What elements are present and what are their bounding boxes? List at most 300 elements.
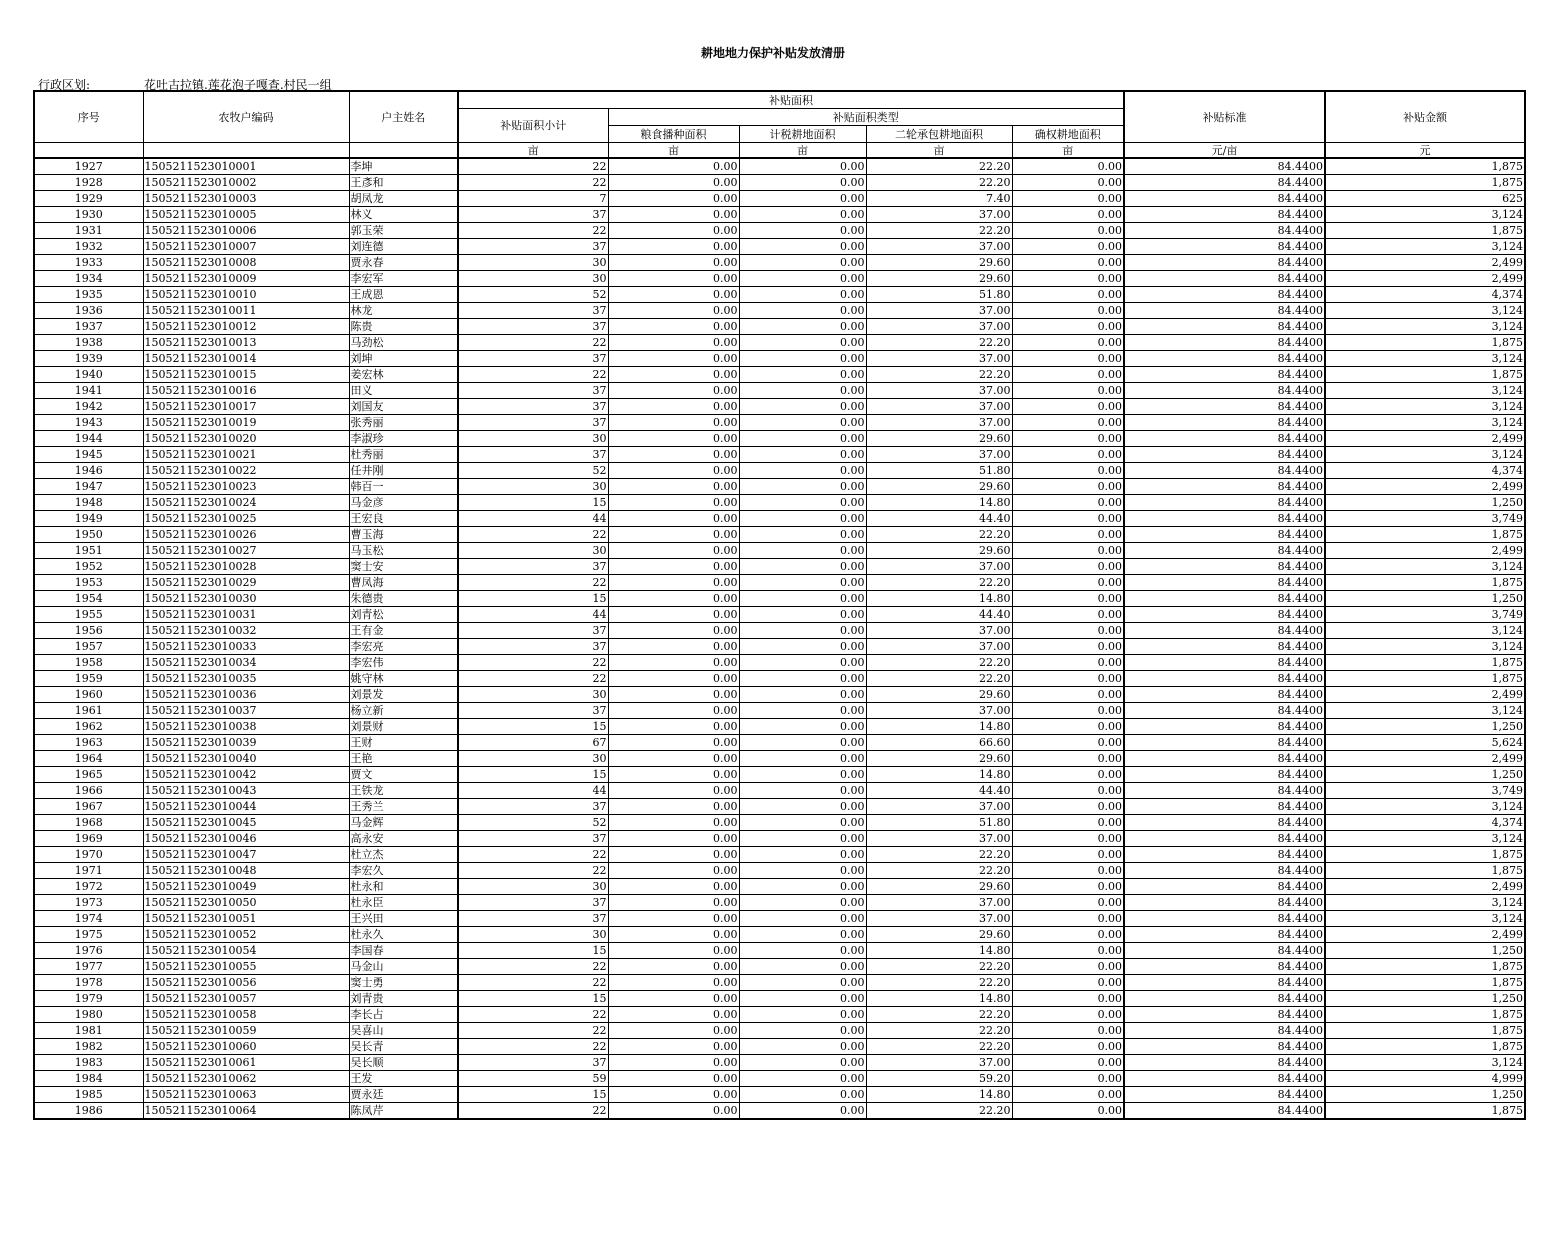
cell-taxed: 0.00 [739, 767, 866, 783]
cell-confirmed: 0.00 [1012, 207, 1124, 223]
cell-seq: 1966 [34, 783, 143, 799]
cell-code: 1505211523010048 [143, 863, 349, 879]
cell-confirmed: 0.00 [1012, 895, 1124, 911]
cell-grain: 0.00 [608, 1071, 739, 1087]
cell-code: 1505211523010031 [143, 607, 349, 623]
cell-standard: 84.4400 [1124, 415, 1325, 431]
cell-subtotal: 22 [458, 527, 608, 543]
page-title: 耕地地力保护补贴发放清册 [700, 46, 845, 60]
cell-contract: 37.00 [866, 559, 1012, 575]
cell-contract: 29.60 [866, 431, 1012, 447]
cell-standard: 84.4400 [1124, 927, 1325, 943]
cell-taxed: 0.00 [739, 319, 866, 335]
cell-taxed: 0.00 [739, 879, 866, 895]
cell-code: 1505211523010055 [143, 959, 349, 975]
cell-grain: 0.00 [608, 495, 739, 511]
cell-standard: 84.4400 [1124, 735, 1325, 751]
cell-grain: 0.00 [608, 815, 739, 831]
cell-seq: 1950 [34, 527, 143, 543]
cell-standard: 84.4400 [1124, 655, 1325, 671]
cell-confirmed: 0.00 [1012, 223, 1124, 239]
cell-standard: 84.4400 [1124, 447, 1325, 463]
cell-confirmed: 0.00 [1012, 415, 1124, 431]
cell-contract: 37.00 [866, 383, 1012, 399]
cell-code: 1505211523010019 [143, 415, 349, 431]
cell-seq: 1977 [34, 959, 143, 975]
table-row [34, 895, 1525, 911]
cell-amount: 1,875 [1325, 1007, 1525, 1023]
cell-confirmed: 0.00 [1012, 1039, 1124, 1055]
cell-code: 1505211523010046 [143, 831, 349, 847]
cell-name: 杜永久 [349, 927, 458, 943]
cell-standard: 84.4400 [1124, 911, 1325, 927]
cell-confirmed: 0.00 [1012, 431, 1124, 447]
cell-contract: 37.00 [866, 895, 1012, 911]
cell-name: 曹凤海 [349, 575, 458, 591]
cell-grain: 0.00 [608, 655, 739, 671]
cell-seq: 1959 [34, 671, 143, 687]
unit-taxed: 亩 [739, 143, 866, 159]
cell-confirmed: 0.00 [1012, 495, 1124, 511]
cell-name: 刘景财 [349, 719, 458, 735]
cell-code: 1505211523010017 [143, 399, 349, 415]
cell-amount: 3,124 [1325, 207, 1525, 223]
cell-code: 1505211523010029 [143, 575, 349, 591]
cell-grain: 0.00 [608, 287, 739, 303]
cell-standard: 84.4400 [1124, 831, 1325, 847]
cell-grain: 0.00 [608, 895, 739, 911]
cell-amount: 1,875 [1325, 1103, 1525, 1120]
cell-confirmed: 0.00 [1012, 287, 1124, 303]
cell-confirmed: 0.00 [1012, 751, 1124, 767]
cell-code: 1505211523010028 [143, 559, 349, 575]
cell-grain: 0.00 [608, 671, 739, 687]
cell-seq: 1975 [34, 927, 143, 943]
cell-confirmed: 0.00 [1012, 399, 1124, 415]
table-row [34, 735, 1525, 751]
cell-taxed: 0.00 [739, 927, 866, 943]
cell-standard: 84.4400 [1124, 1055, 1325, 1071]
cell-standard: 84.4400 [1124, 383, 1325, 399]
region-value: 花吐古拉镇.莲花泡子嘎查.村民一组 [144, 78, 332, 92]
header-type-group: 补贴面积类型 [608, 109, 1124, 126]
cell-code: 1505211523010025 [143, 511, 349, 527]
cell-code: 1505211523010045 [143, 815, 349, 831]
cell-grain: 0.00 [608, 847, 739, 863]
cell-seq: 1960 [34, 687, 143, 703]
cell-amount: 1,875 [1325, 335, 1525, 351]
cell-seq: 1967 [34, 799, 143, 815]
cell-code: 1505211523010020 [143, 431, 349, 447]
cell-name: 杜永臣 [349, 895, 458, 911]
cell-amount: 3,124 [1325, 911, 1525, 927]
cell-contract: 37.00 [866, 303, 1012, 319]
cell-subtotal: 15 [458, 991, 608, 1007]
cell-code: 1505211523010043 [143, 783, 349, 799]
cell-seq: 1973 [34, 895, 143, 911]
cell-grain: 0.00 [608, 255, 739, 271]
cell-code: 1505211523010038 [143, 719, 349, 735]
cell-grain: 0.00 [608, 1087, 739, 1103]
cell-contract: 22.20 [866, 175, 1012, 191]
cell-amount: 1,875 [1325, 655, 1525, 671]
unit-standard: 元/亩 [1124, 143, 1325, 159]
cell-code: 1505211523010003 [143, 191, 349, 207]
cell-confirmed: 0.00 [1012, 671, 1124, 687]
cell-contract: 37.00 [866, 831, 1012, 847]
cell-taxed: 0.00 [739, 687, 866, 703]
cell-confirmed: 0.00 [1012, 1023, 1124, 1039]
cell-taxed: 0.00 [739, 367, 866, 383]
cell-contract: 22.20 [866, 335, 1012, 351]
table-row [34, 527, 1525, 543]
cell-subtotal: 22 [458, 655, 608, 671]
table-row [34, 1087, 1525, 1103]
cell-seq: 1976 [34, 943, 143, 959]
cell-name: 贾永春 [349, 255, 458, 271]
cell-name: 马玉松 [349, 543, 458, 559]
cell-confirmed: 0.00 [1012, 703, 1124, 719]
cell-code: 1505211523010036 [143, 687, 349, 703]
cell-contract: 22.20 [866, 847, 1012, 863]
cell-amount: 1,875 [1325, 847, 1525, 863]
cell-standard: 84.4400 [1124, 671, 1325, 687]
cell-subtotal: 22 [458, 671, 608, 687]
cell-contract: 29.60 [866, 751, 1012, 767]
cell-taxed: 0.00 [739, 527, 866, 543]
cell-confirmed: 0.00 [1012, 991, 1124, 1007]
cell-taxed: 0.00 [739, 431, 866, 447]
cell-code: 1505211523010002 [143, 175, 349, 191]
cell-amount: 1,875 [1325, 175, 1525, 191]
table-row [34, 623, 1525, 639]
cell-confirmed: 0.00 [1012, 1103, 1124, 1120]
cell-confirmed: 0.00 [1012, 575, 1124, 591]
cell-grain: 0.00 [608, 335, 739, 351]
cell-code: 1505211523010021 [143, 447, 349, 463]
cell-name: 李坤 [349, 158, 458, 175]
table-row [34, 943, 1525, 959]
cell-grain: 0.00 [608, 447, 739, 463]
cell-name: 高永安 [349, 831, 458, 847]
unit-amount: 元 [1325, 143, 1525, 159]
cell-seq: 1965 [34, 767, 143, 783]
cell-subtotal: 7 [458, 191, 608, 207]
cell-contract: 14.80 [866, 591, 1012, 607]
cell-grain: 0.00 [608, 703, 739, 719]
header-confirmed: 确权耕地面积 [1012, 126, 1124, 143]
cell-amount: 5,624 [1325, 735, 1525, 751]
cell-amount: 3,124 [1325, 639, 1525, 655]
cell-amount: 1,875 [1325, 527, 1525, 543]
table-row [34, 255, 1525, 271]
cell-contract: 29.60 [866, 271, 1012, 287]
cell-subtotal: 37 [458, 415, 608, 431]
cell-taxed: 0.00 [739, 671, 866, 687]
cell-code: 1505211523010044 [143, 799, 349, 815]
cell-name: 姜宏林 [349, 367, 458, 383]
cell-contract: 29.60 [866, 927, 1012, 943]
cell-taxed: 0.00 [739, 1007, 866, 1023]
table-row [34, 239, 1525, 255]
cell-name: 吴喜山 [349, 1023, 458, 1039]
cell-amount: 3,124 [1325, 831, 1525, 847]
cell-confirmed: 0.00 [1012, 783, 1124, 799]
cell-confirmed: 0.00 [1012, 383, 1124, 399]
cell-subtotal: 22 [458, 575, 608, 591]
cell-code: 150521152301000​1 [143, 158, 349, 175]
cell-taxed: 0.00 [739, 575, 866, 591]
cell-code: 1505211523010026 [143, 527, 349, 543]
cell-code: 1505211523010057 [143, 991, 349, 1007]
cell-seq: 1930 [34, 207, 143, 223]
cell-subtotal: 30 [458, 255, 608, 271]
cell-code: 1505211523010027 [143, 543, 349, 559]
cell-amount: 3,124 [1325, 559, 1525, 575]
cell-taxed: 0.00 [739, 1071, 866, 1087]
cell-standard: 84.4400 [1124, 591, 1325, 607]
table-row [34, 991, 1525, 1007]
cell-confirmed: 0.00 [1012, 815, 1124, 831]
cell-taxed: 0.00 [739, 335, 866, 351]
table-row [34, 511, 1525, 527]
cell-seq: 1956 [34, 623, 143, 639]
cell-grain: 0.00 [608, 943, 739, 959]
cell-confirmed: 0.00 [1012, 255, 1124, 271]
table-row [34, 335, 1525, 351]
cell-standard: 84.4400 [1124, 1039, 1325, 1055]
cell-seq: 1953 [34, 575, 143, 591]
header-standard: 补贴标准 [1124, 91, 1325, 143]
cell-seq: 1947 [34, 479, 143, 495]
cell-amount: 1,875 [1325, 863, 1525, 879]
cell-taxed: 0.00 [739, 543, 866, 559]
cell-contract: 29.60 [866, 543, 1012, 559]
cell-amount: 3,124 [1325, 1055, 1525, 1071]
cell-standard: 84.4400 [1124, 255, 1325, 271]
cell-confirmed: 0.00 [1012, 911, 1124, 927]
cell-name: 杜永和 [349, 879, 458, 895]
cell-taxed: 0.00 [739, 959, 866, 975]
cell-seq: 1936 [34, 303, 143, 319]
cell-contract: 14.80 [866, 767, 1012, 783]
cell-seq: 1940 [34, 367, 143, 383]
cell-confirmed: 0.00 [1012, 927, 1124, 943]
cell-code: 1505211523010034 [143, 655, 349, 671]
cell-taxed: 0.00 [739, 1039, 866, 1055]
cell-confirmed: 0.00 [1012, 367, 1124, 383]
cell-grain: 0.00 [608, 863, 739, 879]
cell-amount: 3,749 [1325, 511, 1525, 527]
cell-taxed: 0.00 [739, 399, 866, 415]
cell-grain: 0.00 [608, 575, 739, 591]
cell-taxed: 0.00 [739, 703, 866, 719]
cell-contract: 22.20 [866, 671, 1012, 687]
cell-amount: 1,875 [1325, 975, 1525, 991]
cell-taxed: 0.00 [739, 351, 866, 367]
cell-name: 马金辉 [349, 815, 458, 831]
cell-grain: 0.00 [608, 543, 739, 559]
cell-taxed: 0.00 [739, 191, 866, 207]
cell-amount: 625 [1325, 191, 1525, 207]
cell-subtotal: 30 [458, 927, 608, 943]
cell-grain: 0.00 [608, 559, 739, 575]
cell-confirmed: 0.00 [1012, 879, 1124, 895]
cell-seq: 1957 [34, 639, 143, 655]
cell-amount: 1,250 [1325, 767, 1525, 783]
cell-contract: 22.20 [866, 158, 1012, 175]
cell-code: 1505211523010062 [143, 1071, 349, 1087]
cell-confirmed: 0.00 [1012, 735, 1124, 751]
cell-grain: 0.00 [608, 207, 739, 223]
cell-standard: 84.4400 [1124, 719, 1325, 735]
cell-confirmed: 0.00 [1012, 1087, 1124, 1103]
cell-standard: 84.4400 [1124, 783, 1325, 799]
cell-code: 1505211523010049 [143, 879, 349, 895]
cell-taxed: 0.00 [739, 799, 866, 815]
cell-grain: 0.00 [608, 623, 739, 639]
cell-standard: 84.4400 [1124, 1071, 1325, 1087]
cell-grain: 0.00 [608, 191, 739, 207]
cell-name: 朱德贵 [349, 591, 458, 607]
cell-name: 杜立杰 [349, 847, 458, 863]
unit-seq [34, 143, 143, 159]
cell-contract: 14.80 [866, 1087, 1012, 1103]
cell-subtotal: 22 [458, 1023, 608, 1039]
table-row [34, 799, 1525, 815]
cell-taxed: 0.00 [739, 447, 866, 463]
cell-taxed: 0.00 [739, 607, 866, 623]
cell-standard: 84.4400 [1124, 335, 1325, 351]
cell-taxed: 0.00 [739, 463, 866, 479]
cell-subtotal: 22 [458, 1039, 608, 1055]
cell-confirmed: 0.00 [1012, 687, 1124, 703]
cell-standard: 84.4400 [1124, 751, 1325, 767]
cell-grain: 0.00 [608, 767, 739, 783]
cell-confirmed: 0.00 [1012, 271, 1124, 287]
cell-code: 1505211523010056 [143, 975, 349, 991]
region-label: 行政区划: [38, 78, 91, 92]
cell-subtotal: 15 [458, 767, 608, 783]
cell-taxed: 0.00 [739, 223, 866, 239]
cell-grain: 0.00 [608, 911, 739, 927]
cell-seq: 1929 [34, 191, 143, 207]
table-row [34, 879, 1525, 895]
cell-confirmed: 0.00 [1012, 335, 1124, 351]
cell-code: 1505211523010060 [143, 1039, 349, 1055]
cell-standard: 84.4400 [1124, 1087, 1325, 1103]
table-row [34, 607, 1525, 623]
table-row [34, 367, 1525, 383]
cell-taxed: 0.00 [739, 1087, 866, 1103]
cell-grain: 0.00 [608, 303, 739, 319]
cell-name: 王成恩 [349, 287, 458, 303]
cell-amount: 1,250 [1325, 943, 1525, 959]
cell-grain: 0.00 [608, 831, 739, 847]
cell-amount: 3,124 [1325, 383, 1525, 399]
cell-standard: 84.4400 [1124, 479, 1325, 495]
cell-standard: 84.4400 [1124, 303, 1325, 319]
cell-confirmed: 0.00 [1012, 863, 1124, 879]
cell-name: 吴长顺 [349, 1055, 458, 1071]
cell-name: 韩百一 [349, 479, 458, 495]
table-row [34, 351, 1525, 367]
cell-seq: 1931 [34, 223, 143, 239]
cell-amount: 1,875 [1325, 575, 1525, 591]
cell-subtotal: 44 [458, 607, 608, 623]
cell-contract: 22.20 [866, 1023, 1012, 1039]
cell-code: 1505211523010035 [143, 671, 349, 687]
cell-name: 刘坤 [349, 351, 458, 367]
table-row [34, 655, 1525, 671]
cell-taxed: 0.00 [739, 655, 866, 671]
cell-contract: 37.00 [866, 911, 1012, 927]
cell-seq: 1979 [34, 991, 143, 1007]
cell-subtotal: 37 [458, 895, 608, 911]
table-row [34, 1007, 1525, 1023]
cell-confirmed: 0.00 [1012, 607, 1124, 623]
cell-amount: 1,250 [1325, 991, 1525, 1007]
cell-amount: 1,875 [1325, 223, 1525, 239]
cell-taxed: 0.00 [739, 831, 866, 847]
cell-seq: 1986 [34, 1103, 143, 1120]
cell-taxed: 0.00 [739, 255, 866, 271]
cell-confirmed: 0.00 [1012, 303, 1124, 319]
cell-amount: 3,124 [1325, 895, 1525, 911]
cell-subtotal: 22 [458, 367, 608, 383]
cell-contract: 22.20 [866, 1007, 1012, 1023]
cell-subtotal: 15 [458, 719, 608, 735]
cell-seq: 1963 [34, 735, 143, 751]
cell-taxed: 0.00 [739, 303, 866, 319]
cell-code: 1505211523010054 [143, 943, 349, 959]
cell-seq: 1958 [34, 655, 143, 671]
cell-amount: 2,499 [1325, 255, 1525, 271]
cell-code: 1505211523010010 [143, 287, 349, 303]
cell-code: 1505211523010008 [143, 255, 349, 271]
cell-contract: 37.00 [866, 703, 1012, 719]
cell-code: 1505211523010040 [143, 751, 349, 767]
cell-amount: 1,250 [1325, 495, 1525, 511]
cell-code: 1505211523010024 [143, 495, 349, 511]
cell-grain: 0.00 [608, 991, 739, 1007]
cell-grain: 0.00 [608, 175, 739, 191]
cell-grain: 0.00 [608, 751, 739, 767]
cell-contract: 51.80 [866, 815, 1012, 831]
cell-seq: 1952 [34, 559, 143, 575]
cell-seq: 1933 [34, 255, 143, 271]
cell-taxed: 0.00 [739, 1023, 866, 1039]
table-row [34, 783, 1525, 799]
cell-grain: 0.00 [608, 319, 739, 335]
header-taxed: 计税耕地面积 [739, 126, 866, 143]
cell-contract: 22.20 [866, 655, 1012, 671]
cell-name: 李宏军 [349, 271, 458, 287]
cell-amount: 1,250 [1325, 1087, 1525, 1103]
unit-grain: 亩 [608, 143, 739, 159]
cell-amount: 2,499 [1325, 543, 1525, 559]
cell-seq: 1944 [34, 431, 143, 447]
cell-code: 1505211523010042 [143, 767, 349, 783]
cell-subtotal: 52 [458, 287, 608, 303]
header-grain: 粮食播种面积 [608, 126, 739, 143]
cell-seq: 1980 [34, 1007, 143, 1023]
cell-grain: 0.00 [608, 607, 739, 623]
cell-name: 林义 [349, 207, 458, 223]
cell-name: 陈贵 [349, 319, 458, 335]
table-row [34, 191, 1525, 207]
cell-seq: 1927 [34, 158, 143, 175]
